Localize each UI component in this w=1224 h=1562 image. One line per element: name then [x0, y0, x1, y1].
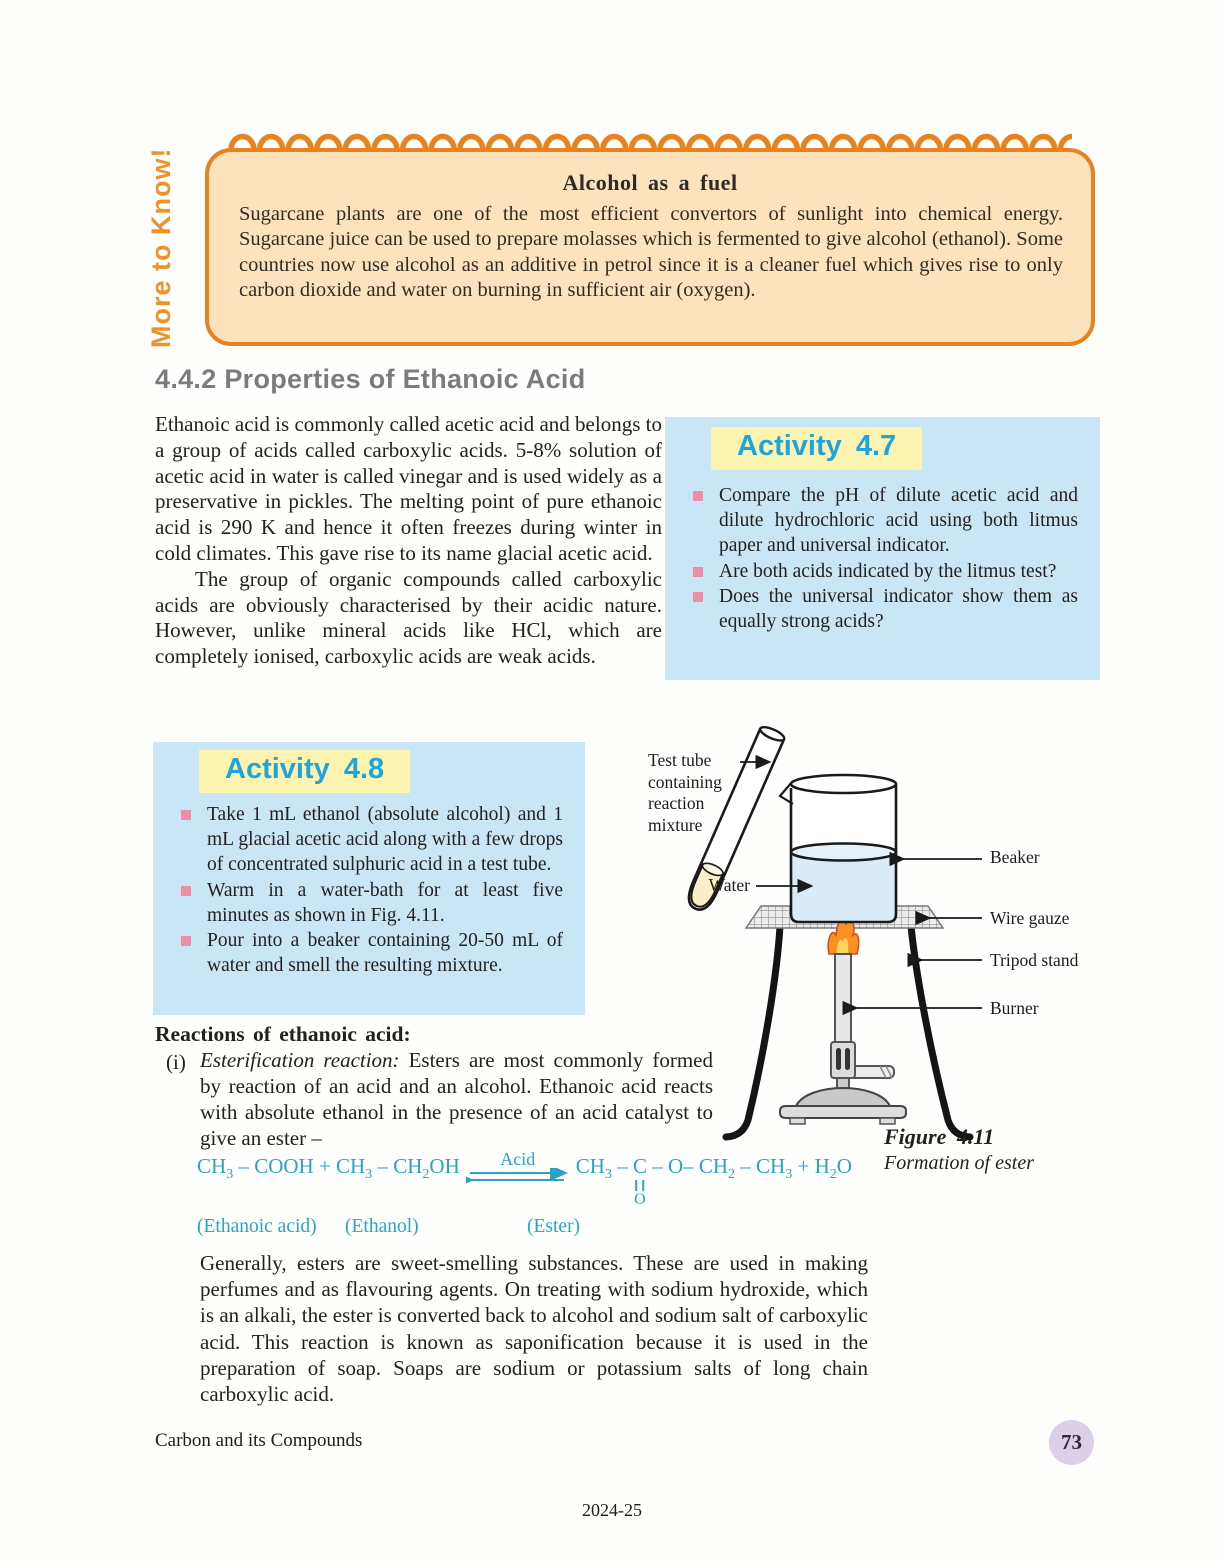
label-ester: (Ester) — [527, 1216, 581, 1237]
intro-paragraphs — [155, 412, 662, 670]
section-heading: 4.4.2 Properties of Ethanoic Acid — [155, 364, 586, 394]
intro-para-2: The group of organic compounds called carboxylic acids are obviously characterised by their acidic nature. However, unlike mineral acids like HCl, which are completely ionised, carboxylic acids are weak acids. — [155, 566, 662, 669]
label-test-tube: Test tube containing reaction mixture — [648, 750, 722, 835]
box-body: Sugarcane plants are one of the most efficient convertors of sunlight into chemical energy. Sugarcane juice can be used to prepare molasses which is fermented to give alcohol (ethanol). Some countries now use alcohol as an additive in petrol since it is a cleaner fuel which gives rise to only carbon dioxide and water on burning in sufficient air (oxygen). — [239, 203, 1063, 302]
esterification-lead: Esterification reaction: — [200, 1048, 400, 1072]
bullet-square-icon — [181, 810, 191, 820]
activity-4-7-list — [665, 483, 1100, 634]
bullet-square-icon — [693, 491, 703, 501]
bullet-square-icon — [693, 567, 703, 577]
page-number-badge: 73 — [1049, 1420, 1094, 1465]
figure-caption-title: Figure 4.11 — [884, 1124, 995, 1149]
chemical-equation — [197, 1149, 852, 1208]
label-ethanoic-acid: (Ethanoic acid) — [197, 1216, 317, 1237]
list-item — [665, 483, 1100, 559]
edition-footer: 2024-25 — [582, 1500, 642, 1520]
acid-label: Acid — [500, 1149, 536, 1169]
list-marker-i: (i) — [166, 1050, 186, 1074]
equation-species-labels — [197, 1216, 857, 1246]
list-item — [665, 584, 1100, 634]
equilibrium-arrows-icon — [466, 1168, 570, 1186]
esterification-paragraph — [200, 1048, 713, 1152]
bullet-text: Take 1 mL ethanol (absolute alcohol) and 1 mL glacial acetic acid along with a few drops of concentrated sulphuric acid in a test tube. — [207, 804, 563, 876]
more-to-know-box — [205, 148, 1095, 346]
list-item — [665, 559, 1100, 584]
figure-caption-subtitle: Formation of ester — [884, 1152, 1034, 1174]
list-item — [153, 878, 585, 928]
label-burner: Burner — [990, 998, 1039, 1018]
box-title: Alcohol as a fuel — [562, 170, 738, 195]
bullet-text: Are both acids indicated by the litmus test? — [719, 560, 1057, 582]
bullet-square-icon — [693, 592, 703, 602]
label-water: Water — [708, 875, 750, 895]
activity-4-8-list — [153, 802, 585, 978]
bullet-text: Compare the pH of dilute acetic acid and dilute hydrochloric acid using both litmus paper and universal indicator. — [719, 485, 1078, 557]
beaker-water — [791, 784, 896, 922]
bullet-square-icon — [181, 886, 191, 896]
equation-lhs: $CH_3$ – COOH + $CH_3 - CH_2OH$ — [197, 1154, 460, 1182]
activity-4-8-box — [153, 742, 585, 1015]
label-beaker: Beaker — [990, 847, 1040, 867]
bullet-text: Does the universal indicator show them as equally strong acids? — [719, 585, 1078, 633]
equation-rhs: $CH_3$ – C O – O– $CH_2 - CH_3 + H_2O$ — [575, 1154, 852, 1208]
bullet-square-icon — [181, 936, 191, 946]
chapter-footer: Carbon and its Compounds — [155, 1430, 363, 1451]
burner-icon — [780, 954, 906, 1124]
label-ethanol: (Ethanol) — [345, 1216, 419, 1237]
carbonyl-group: C O — [632, 1154, 647, 1208]
list-item — [153, 802, 585, 878]
label-tripod-stand: Tripod stand — [990, 950, 1079, 970]
esterification-text: Esters are most commonly formed by reaction of an acid and an alcohol. Ethanoic acid reacts with absolute ethanol in the presence of an acid catalyst to give an ester – — [200, 1048, 713, 1150]
more-to-know-label: More to Know! — [146, 147, 176, 349]
bullet-text: Warm in a water-bath for at least five minutes as shown in Fig. 4.11. — [207, 879, 563, 926]
reactions-heading: Reactions of ethanoic acid: — [155, 1022, 411, 1046]
double-bond-icon — [635, 1180, 644, 1191]
closing-paragraph: Generally, esters are sweet-smelling substances. These are used in making perfumes and as flavouring agents. On treating with sodium hydroxide, which is an alkali, the ester is converted back to alcohol and sodium salt of carboxylic acid. This reaction is known as saponification because it is used in the preparation of soap. Soaps are sodium or potassium salts of long chain carboxylic acid. — [200, 1251, 868, 1407]
reversible-arrow — [466, 1150, 570, 1186]
figure-caption — [884, 1124, 1034, 1176]
activity-4-8-title: Activity 4.8 — [199, 750, 410, 793]
activity-4-7-title: Activity 4.7 — [711, 427, 922, 470]
label-wire-gauze: Wire gauze — [990, 908, 1070, 928]
intro-para-1: Ethanoic acid is commonly called acetic acid and belongs to a group of acids called carboxylic acids. 5-8% solution of acetic acid in water is called vinegar and is used widely as a preservative in pickles. The melting point of pure ethanoic acid is 290 K and hence it often freezes during winter in cold climates. This gave rise to its name glacial acetic acid. — [155, 412, 662, 565]
list-item — [153, 928, 585, 978]
bullet-text: Pour into a beaker containing 20-50 mL of water and smell the resulting mixture. — [207, 930, 563, 977]
activity-4-7-box — [665, 417, 1100, 680]
